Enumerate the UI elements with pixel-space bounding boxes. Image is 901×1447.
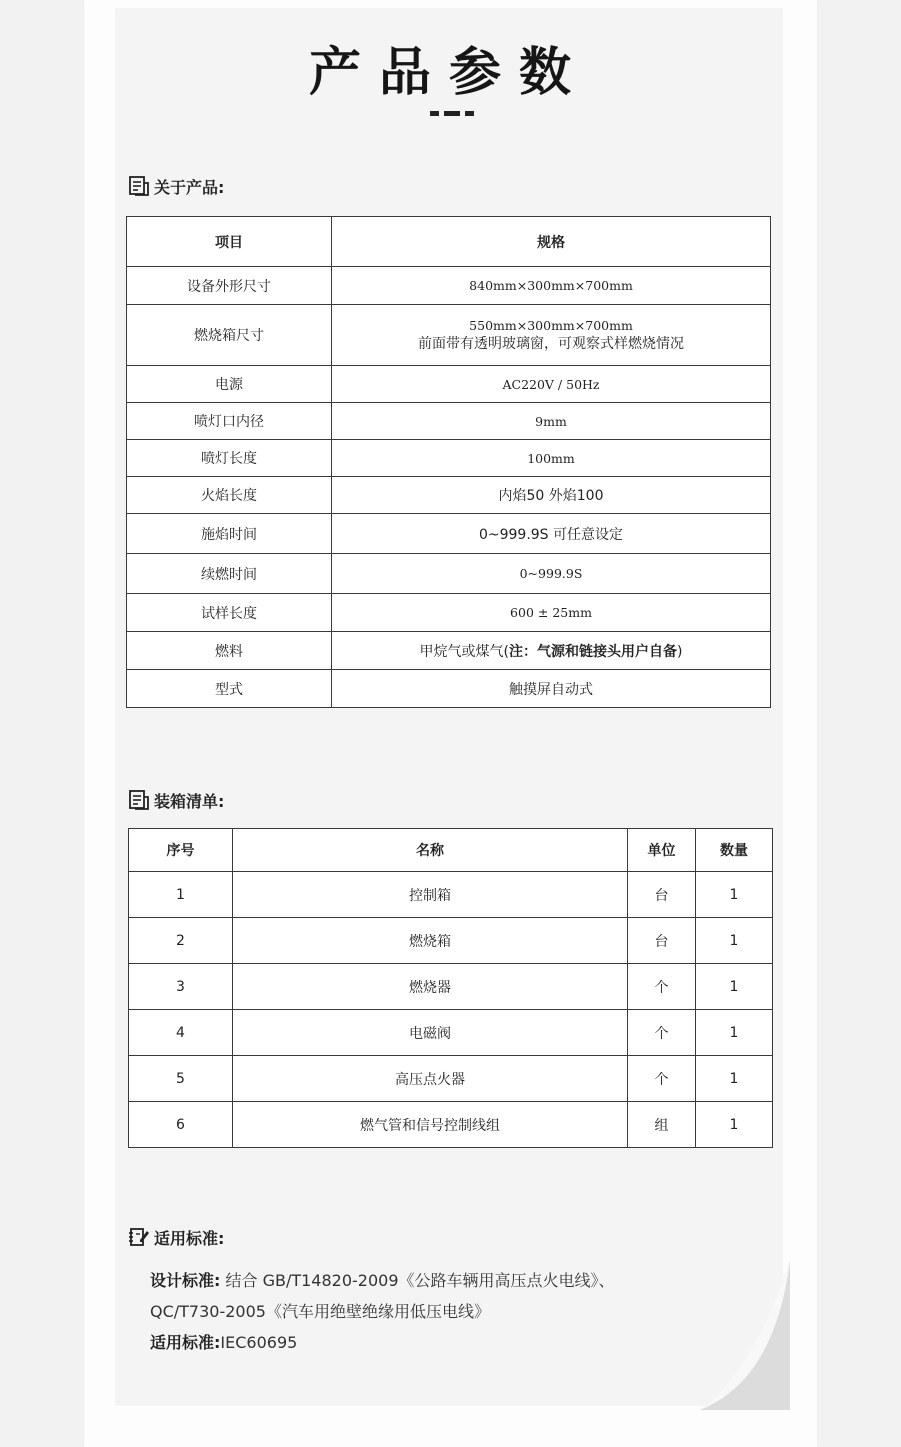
table-row (127, 305, 771, 366)
pack-name: 高压点火器 (233, 1056, 628, 1102)
section-about-title: 关于产品: (154, 177, 225, 197)
design-standard-line-2: QC/T730-2005《汽车用绝壁绝缘用低压电线》 (150, 1302, 490, 1321)
pack-no: 1 (129, 872, 233, 918)
spec-item: 施焰时间 (127, 514, 332, 554)
pack-unit: 组 (628, 1102, 696, 1148)
table-row (129, 872, 773, 918)
pack-unit: 台 (628, 918, 696, 964)
spec-item: 喷灯口内径 (127, 403, 332, 440)
pack-name: 控制箱 (233, 872, 628, 918)
pack-no: 5 (129, 1056, 233, 1102)
pack-qty: 1 (696, 1102, 773, 1148)
page-title: 产品参数 (308, 43, 589, 103)
pack-name: 燃气管和信号控制线组 (233, 1102, 628, 1148)
spec-value-cell (332, 305, 771, 366)
spec-item: 火焰长度 (127, 477, 332, 514)
spec-value: 触摸屏自动式 (332, 670, 771, 708)
spec-value-note: 注：气源和链接头用户自备 (509, 643, 677, 660)
pack-name: 燃烧箱 (233, 918, 628, 964)
pack-no: 3 (129, 964, 233, 1010)
spec-header-spec: 规格 (332, 217, 771, 267)
pack-unit: 个 (628, 1056, 696, 1102)
table-row (127, 403, 771, 440)
design-standard-label: 设计标准: (150, 1271, 221, 1290)
pack-unit: 个 (628, 1010, 696, 1056)
section-standards-title: 适用标准: (154, 1228, 225, 1248)
title-underline (430, 111, 474, 117)
table-row (127, 594, 771, 632)
table-row (127, 670, 771, 708)
pack-qty: 1 (696, 964, 773, 1010)
pack-qty: 1 (696, 1010, 773, 1056)
pack-name: 燃烧器 (233, 964, 628, 1010)
pack-qty: 1 (696, 872, 773, 918)
apply-standard-line (150, 1327, 710, 1358)
spec-value-note: 前面带有透明玻璃窗，可观察式样燃烧情况 (418, 335, 684, 352)
table-row (127, 477, 771, 514)
spec-value: 0~999.9S (332, 554, 771, 594)
apply-standard-text: IEC60695 (220, 1333, 298, 1352)
document-icon (128, 789, 150, 811)
spec-item: 燃料 (127, 632, 332, 670)
pack-no: 2 (129, 918, 233, 964)
spec-item: 型式 (127, 670, 332, 708)
spec-item: 喷灯长度 (127, 440, 332, 477)
spec-table-header (127, 217, 771, 267)
packing-table-header (129, 829, 773, 872)
spec-value: 100mm (332, 440, 771, 477)
document-icon (128, 175, 150, 197)
spec-value: 甲烷气或煤气( (419, 643, 509, 660)
table-row (129, 918, 773, 964)
section-packing-header (128, 788, 224, 812)
spec-value: 600 ± 25mm (332, 594, 771, 632)
table-row (129, 1010, 773, 1056)
spec-item: 电源 (127, 366, 332, 403)
pack-unit: 个 (628, 964, 696, 1010)
notebook-pen-icon (128, 1226, 150, 1248)
pack-no: 6 (129, 1102, 233, 1148)
spec-value-cell (332, 632, 771, 670)
standards-text (150, 1265, 710, 1358)
spec-item: 试样长度 (127, 594, 332, 632)
table-row (127, 267, 771, 305)
spec-value: 0~999.9S 可任意设定 (332, 514, 771, 554)
spec-item: 燃烧箱尺寸 (127, 305, 332, 366)
pack-no: 4 (129, 1010, 233, 1056)
spec-item: 设备外形尺寸 (127, 267, 332, 305)
section-packing-title: 装箱清单: (154, 791, 225, 811)
spec-header-item: 项目 (127, 217, 332, 267)
pack-header-name: 名称 (233, 829, 628, 872)
section-standards-header (128, 1225, 224, 1249)
section-about-header (128, 174, 224, 198)
pack-header-no: 序号 (129, 829, 233, 872)
pack-header-qty: 数量 (696, 829, 773, 872)
table-row (127, 440, 771, 477)
spec-item: 续燃时间 (127, 554, 332, 594)
design-standard-line (150, 1265, 710, 1296)
spec-table (126, 216, 771, 708)
pack-unit: 台 (628, 872, 696, 918)
apply-standard-label: 适用标准: (150, 1333, 221, 1352)
table-row (129, 964, 773, 1010)
pack-qty: 1 (696, 1056, 773, 1102)
table-row (127, 632, 771, 670)
pack-header-unit: 单位 (628, 829, 696, 872)
spec-value: 840mm×300mm×700mm (332, 267, 771, 305)
spec-value: 9mm (332, 403, 771, 440)
design-standard-text: 结合 GB/T14820-2009《公路车辆用高压点火电线》、 (220, 1271, 615, 1290)
spec-value: 内焰50 外焰100 (332, 477, 771, 514)
spec-value: AC220V / 50Hz (332, 366, 771, 403)
spec-value: 550mm×300mm×700mm (469, 317, 633, 333)
pack-name: 电磁阀 (233, 1010, 628, 1056)
spec-value-end: ) (677, 643, 683, 660)
table-row (129, 1056, 773, 1102)
table-row (127, 514, 771, 554)
table-row (127, 554, 771, 594)
table-row (129, 1102, 773, 1148)
table-row (127, 366, 771, 403)
pack-qty: 1 (696, 918, 773, 964)
packing-table (128, 828, 773, 1148)
